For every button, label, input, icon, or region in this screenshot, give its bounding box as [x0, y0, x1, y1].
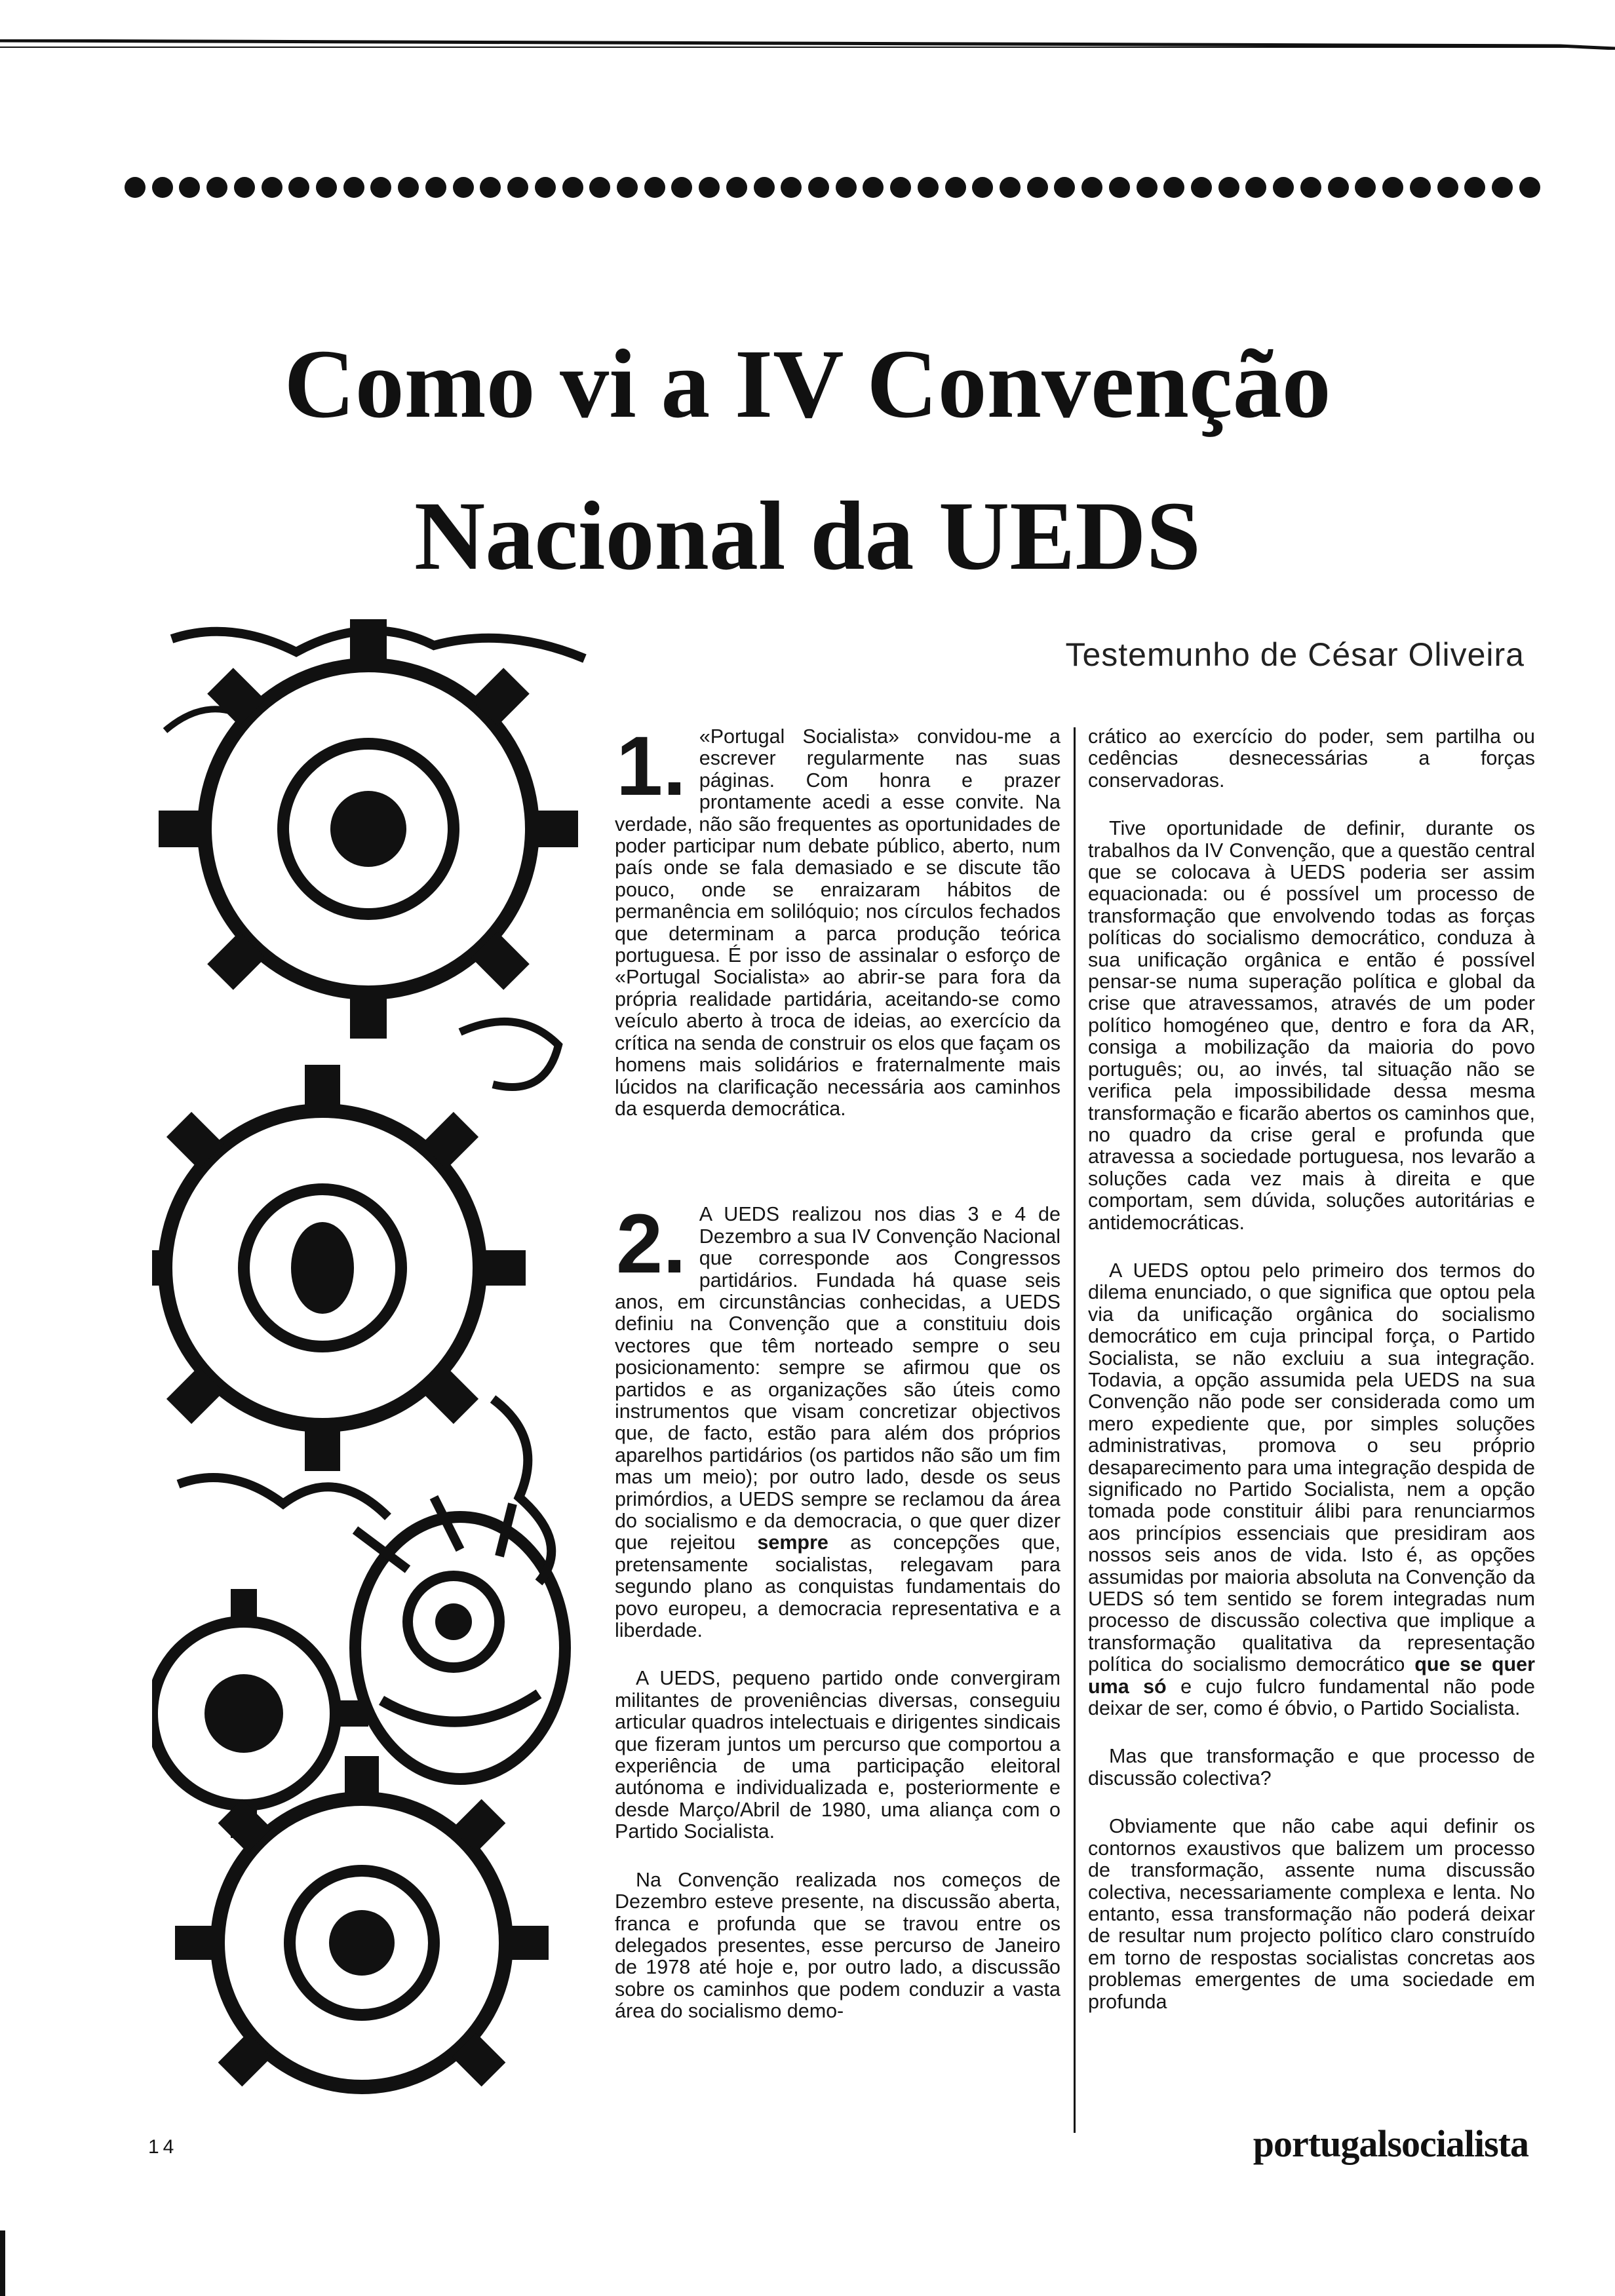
decorative-dot	[1328, 177, 1349, 198]
col2-paragraph-2: Tive oportunidade de definir, durante os trabalhos da IV Convenção, que a questão central que se colocava à UEDS poderia ser assim equacionada: ou é possível um processo de transformação que envolvendo todas as forças políticas do socialismo democrático, conduza à sua unificação orgânica e então é possível pensar-se numa superação política e global da crise que atravessamos, através de um poder político homogéneo que, dentro e fora da AR, consiga a mobilização da maioria do povo português; ou, ao invés, tal situação não se verifica pela impossibilidade dessa mesma transformação e ficarão abertos os caminhos que, no quadro da crise geral e profunda que atravessa a sociedade portuguesa, nos levarão a soluções cada vez mais à direita e que comportam, sem dúvida, soluções autoritárias e antidemocráticas.	[1088, 817, 1535, 1234]
decorative-dot	[1492, 177, 1513, 198]
decorative-dot	[234, 177, 255, 198]
decorative-dot	[343, 177, 364, 198]
decorative-dot	[370, 177, 391, 198]
col2-paragraph-4: Mas que transformação e que processo de discussão colectiva?	[1088, 1745, 1535, 1789]
decorative-dot	[1410, 177, 1431, 198]
col2-paragraph-5: Obviamente que não cabe aqui definir os contornos exaustivos que balizem um processo de transformação, assente numa discussão colectiva, necessariamente complexa e lenta. No entanto, essa transformação não poderá deixar de resultar num projecto político claro construído em torno de respostas socialistas concretas aos problemas emergentes de uma sociedade em profunda	[1088, 1815, 1535, 2013]
section-gap	[615, 1146, 1060, 1204]
decorative-dot	[836, 177, 857, 198]
decorative-dot	[1519, 177, 1540, 198]
decorative-dot	[507, 177, 528, 198]
decorative-dot	[1000, 177, 1021, 198]
decorative-dot	[617, 177, 638, 198]
decorative-dot	[1382, 177, 1403, 198]
section-1	[615, 719, 1060, 1120]
section-2-number: 2.	[616, 1197, 686, 1292]
decorative-dot	[1191, 177, 1212, 198]
decorative-dot	[918, 177, 939, 198]
publication-brand: portugalsocialista	[1253, 2122, 1528, 2165]
article-column-1	[615, 719, 1060, 2049]
decorative-dot	[808, 177, 829, 198]
decorative-dot	[863, 177, 884, 198]
title-line-2: Nacional da UEDS	[414, 482, 1201, 590]
decorative-dot	[1218, 177, 1239, 198]
decorative-dot	[972, 177, 993, 198]
decorative-dot	[398, 177, 419, 198]
decorative-dot	[1355, 177, 1376, 198]
decorative-dot	[562, 177, 583, 198]
section-2-emphasis: sempre	[757, 1531, 828, 1554]
decorative-dot	[179, 177, 200, 198]
section-2-paragraph-3: Na Convenção realizada nos começos de Dezembro esteve presente, na discussão aberta, franca e profunda que se travou entre os delegados presentes, esse percurso de Janeiro de 1978 até hoje e, por outro lado, a discussão sobre os caminhos que podem conduzir a vasta área do socialismo demo-	[615, 1868, 1060, 2023]
article-column-2	[1088, 726, 1535, 2039]
col2-paragraph-1: crático ao exercício do poder, sem partilha ou cedências desnecessárias a forças conservadoras.	[1088, 725, 1535, 792]
decorative-dot-row	[125, 173, 1540, 202]
decorative-dot	[453, 177, 474, 198]
col2-paragraph-3-text-end: e cujo fulcro fundamental não pode deixar de ser, como é óbvio, o Partido Socialista.	[1088, 1675, 1535, 1720]
col2-paragraph-3	[1088, 1260, 1535, 1720]
section-1-number: 1.	[616, 719, 686, 813]
decorative-dot	[890, 177, 911, 198]
section-2-paragraph-1-text-end: as concepções que, pretensamente socialistas, relegavam para segundo plano as conquistas fundamentais do povo europeu, a democracia representativa e a liberdade.	[615, 1531, 1060, 1642]
decorative-dot	[480, 177, 501, 198]
decorative-dot	[1054, 177, 1075, 198]
section-2	[615, 1197, 1060, 2023]
decorative-dot	[535, 177, 556, 198]
section-1-paragraph: «Portugal Socialista» convidou-me a escrever regularmente nas suas páginas. Com honra e prazer prontamente acedi a esse convite. Na verdade, não são frequentes as oportunidades de poder participar num debate público, aberto, num país onde se fala demasiado e se discute tão pouco, onde se enraizaram hábitos de permanência em solilóquio; nos círculos fechados que determinam a parca produção teórica portuguesa. É por isso de assinalar o esforço de «Portugal Socialista» ao abrir-se para fora da própria realidade partidária, aceitando-se como veículo aberto à troca de ideias, ao exercício da crítica na senda de construir os elos que façam os homens mais solidários e fraternalmente mais lúcidos na clarificação necessária aos caminhos da esquerda democrática.	[615, 725, 1060, 1120]
col2-paragraph-3-text: A UEDS optou pelo primeiro dos termos do dilema enunciado, o que significa que optou pela via da unificação orgânica do socialismo democrático em cuja principal força, o Partido Socialista, se não excluiu a sua integração. Todavia, a opção assumida pela UEDS na sua Convenção não pode ser considerada como um mero expediente que, por simples soluções administrativas, promova o seu próprio desaparecimento para uma integração despida de significado no Partido Socialista, nem a opção tomada pode constituir álibi para renunciarmos aos princípios essenciais que presidiram aos nossos seis anos de vida. Isto é, as opções assumidas por maioria absoluta na Convenção da UEDS só tem sentido se forem integradas num processo de discussão colectiva que implique a transformação qualitativa da representação política do socialismo democrático	[1088, 1259, 1535, 1676]
decorative-dot	[1273, 177, 1294, 198]
gears-illustration	[152, 613, 598, 2120]
section-2-paragraph-1-text: A UEDS realizou nos dias 3 e 4 de Dezembro a sua IV Convenção Nacional que corresponde aos Congressos partidários. Fundada há quase seis anos, em circunstâncias conhecidas, a UEDS definiu na Convenção que a constituiu dois vectores que têm norteado sempre o seu posicionamento: sempre se afirmou que os partidos e as organizações são úteis como instrumentos que visam concretizar objectivos que, de facto, estão para além dos próprios aparelhos partidários (os partidos não são um fim mas um meio); por outro lado, desde os seus primórdios, a UEDS sempre se reclamou da área do socialismo e da democracia, o que quer dizer que rejeitou	[615, 1203, 1060, 1554]
decorative-dot	[699, 177, 720, 198]
gear-illustration-1	[159, 619, 578, 1039]
decorative-dot	[781, 177, 802, 198]
decorative-dot	[1027, 177, 1048, 198]
decorative-dot	[726, 177, 747, 198]
decorative-dot	[1109, 177, 1130, 198]
article-subtitle: Testemunho de César Oliveira	[1065, 636, 1525, 673]
decorative-dot	[1464, 177, 1485, 198]
decorative-dot	[1081, 177, 1102, 198]
column-rule	[1074, 727, 1076, 2133]
article-title	[0, 308, 1615, 612]
decorative-dot	[425, 177, 446, 198]
decorative-dot	[206, 177, 227, 198]
section-2-paragraph-2: A UEDS, pequeno partido onde convergiram militantes de proveniências diversas, conseguiu articular quadros intelectuais e dirigentes sindicais que fizeram juntos um percurso que comportou a experiência de uma participação eleitoral autónoma e individualizada e, posteriormente e desde Março/Abril de 1980, uma aliança com o Partido Socialista.	[615, 1667, 1060, 1843]
decorative-dot	[671, 177, 692, 198]
decorative-dot	[589, 177, 610, 198]
decorative-dot	[1437, 177, 1458, 198]
page-edge-mark	[0, 2230, 5, 2296]
decorative-dot	[262, 177, 282, 198]
title-line-1: Como vi a IV Convenção	[284, 330, 1331, 438]
decorative-dot	[754, 177, 775, 198]
decorative-dot	[125, 177, 146, 198]
decorative-dot	[152, 177, 173, 198]
decorative-dot	[1137, 177, 1158, 198]
decorative-dot	[1163, 177, 1184, 198]
top-rule	[0, 39, 1615, 50]
decorative-dot	[945, 177, 966, 198]
page-number: 14	[148, 2136, 178, 2158]
col2-emphasis: que se quer uma só	[1088, 1653, 1535, 1698]
decorative-dot	[1300, 177, 1321, 198]
decorative-dot	[288, 177, 309, 198]
decorative-dot	[316, 177, 337, 198]
decorative-dot	[644, 177, 665, 198]
decorative-dot	[1245, 177, 1266, 198]
